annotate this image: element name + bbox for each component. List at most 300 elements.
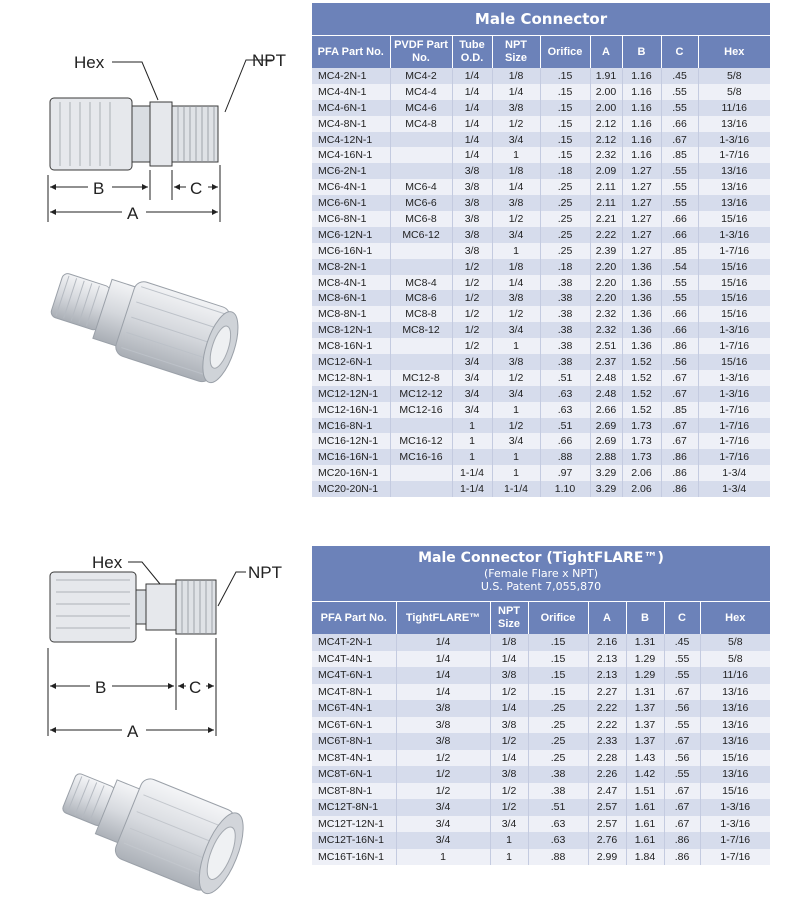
table-cell: 1-7/16 bbox=[698, 418, 770, 434]
table-cell: 1/4 bbox=[396, 684, 490, 701]
table-cell: .25 bbox=[528, 717, 588, 734]
table-cell: 15/16 bbox=[698, 306, 770, 322]
table-cell: MC4-4 bbox=[390, 84, 452, 100]
table-row bbox=[312, 386, 770, 402]
table-cell: MC6-8N-1 bbox=[312, 211, 390, 227]
table-cell: .63 bbox=[540, 386, 590, 402]
table-row bbox=[312, 211, 770, 227]
table-cell: MC8T-6N-1 bbox=[312, 766, 396, 783]
table-cell: 1-3/16 bbox=[698, 227, 770, 243]
table-cell: 2.28 bbox=[588, 750, 626, 767]
table-row bbox=[312, 275, 770, 291]
table-cell: .67 bbox=[664, 684, 700, 701]
table-cell: MC6-6 bbox=[390, 195, 452, 211]
table-cell: .15 bbox=[528, 651, 588, 668]
table-cell: 1-3/16 bbox=[698, 132, 770, 148]
table-row bbox=[312, 700, 770, 717]
table-cell: .66 bbox=[540, 433, 590, 449]
table-cell: .38 bbox=[540, 338, 590, 354]
table-cell: 1.27 bbox=[622, 211, 661, 227]
table-cell: MC8T-4N-1 bbox=[312, 750, 396, 767]
table-row bbox=[312, 799, 770, 816]
table-cell: 2.69 bbox=[590, 433, 622, 449]
table-cell: 1/2 bbox=[452, 290, 492, 306]
table-cell: 1-7/16 bbox=[698, 147, 770, 163]
table-cell: MC12-16N-1 bbox=[312, 402, 390, 418]
table-cell: 2.27 bbox=[588, 684, 626, 701]
table-cell: 1.36 bbox=[622, 322, 661, 338]
table-cell: 1 bbox=[492, 338, 540, 354]
table-cell bbox=[390, 354, 452, 370]
table-cell: 1.16 bbox=[622, 116, 661, 132]
table-cell: 3/8 bbox=[452, 163, 492, 179]
table-cell: 1.42 bbox=[626, 766, 664, 783]
table-cell: .18 bbox=[540, 163, 590, 179]
table-row bbox=[312, 832, 770, 849]
table-cell: MC4T-8N-1 bbox=[312, 684, 396, 701]
table-cell: 2.33 bbox=[588, 733, 626, 750]
table-cell: MC6-4 bbox=[390, 179, 452, 195]
table-cell: .18 bbox=[540, 259, 590, 275]
table-cell: .67 bbox=[664, 783, 700, 800]
table-cell: 1.51 bbox=[626, 783, 664, 800]
table-cell: 2.22 bbox=[588, 717, 626, 734]
table-row bbox=[312, 116, 770, 132]
table-cell: 3/8 bbox=[452, 195, 492, 211]
table-row bbox=[312, 259, 770, 275]
table-cell: MC8-4N-1 bbox=[312, 275, 390, 291]
table-cell: MC12-6N-1 bbox=[312, 354, 390, 370]
table-cell: 2.47 bbox=[588, 783, 626, 800]
table-cell: 1.37 bbox=[626, 733, 664, 750]
patent-note: U.S. Patent 7,055,870 bbox=[480, 580, 602, 593]
table-cell: MC8-6 bbox=[390, 290, 452, 306]
table-cell: .55 bbox=[661, 195, 698, 211]
table-row bbox=[312, 338, 770, 354]
table-cell: MC4-6N-1 bbox=[312, 100, 390, 116]
table-cell: .45 bbox=[664, 634, 700, 651]
table-cell: .67 bbox=[661, 433, 698, 449]
table-cell: .66 bbox=[661, 116, 698, 132]
table-cell: MC8-12 bbox=[390, 322, 452, 338]
table-cell: MC6T-6N-1 bbox=[312, 717, 396, 734]
table-cell: .63 bbox=[540, 402, 590, 418]
table-cell: 3/4 bbox=[492, 322, 540, 338]
table-cell: 1.31 bbox=[626, 634, 664, 651]
table-cell: 1 bbox=[492, 449, 540, 465]
table-cell: 11/16 bbox=[698, 100, 770, 116]
table-cell: 3/4 bbox=[492, 433, 540, 449]
table-cell: 5/8 bbox=[698, 68, 770, 84]
table-cell: .67 bbox=[661, 370, 698, 386]
table-cell: MC8-6N-1 bbox=[312, 290, 390, 306]
table-cell: 1.52 bbox=[622, 370, 661, 386]
table-cell: 1/2 bbox=[452, 306, 492, 322]
table-cell: 2.11 bbox=[590, 179, 622, 195]
table-cell: .38 bbox=[540, 306, 590, 322]
table-cell: .66 bbox=[661, 211, 698, 227]
table-cell: .86 bbox=[661, 338, 698, 354]
table-cell: 13/16 bbox=[698, 116, 770, 132]
table-cell: 1.36 bbox=[622, 259, 661, 275]
table-cell: MC8-12N-1 bbox=[312, 322, 390, 338]
table-cell: 2.13 bbox=[588, 651, 626, 668]
table-cell: 1.52 bbox=[622, 386, 661, 402]
table-cell: 2.32 bbox=[590, 147, 622, 163]
table-cell: 1/4 bbox=[452, 147, 492, 163]
table-cell: .67 bbox=[661, 132, 698, 148]
table-cell: MC8-4 bbox=[390, 275, 452, 291]
table-cell: 1.10 bbox=[540, 481, 590, 497]
table-cell: 3/8 bbox=[490, 766, 528, 783]
table-cell: .15 bbox=[540, 84, 590, 100]
column-header: C bbox=[661, 36, 698, 68]
table-cell: MC16-12N-1 bbox=[312, 433, 390, 449]
table-cell: 1/2 bbox=[492, 306, 540, 322]
table-cell: 2.32 bbox=[590, 306, 622, 322]
table-cell: .55 bbox=[661, 290, 698, 306]
table-cell: MC12T-16N-1 bbox=[312, 832, 396, 849]
table-cell: MC4-2 bbox=[390, 68, 452, 84]
table-cell: 1.31 bbox=[626, 684, 664, 701]
table-cell: 1/2 bbox=[452, 275, 492, 291]
table-cell: 15/16 bbox=[698, 354, 770, 370]
table-cell: .25 bbox=[528, 750, 588, 767]
table-cell: 1 bbox=[452, 433, 492, 449]
table-cell: .55 bbox=[661, 179, 698, 195]
table-cell: 2.48 bbox=[590, 386, 622, 402]
table-cell: 1/4 bbox=[490, 750, 528, 767]
table-cell: 2.51 bbox=[590, 338, 622, 354]
table-cell: .25 bbox=[528, 700, 588, 717]
table-cell: 3.29 bbox=[590, 481, 622, 497]
table-cell: 1.37 bbox=[626, 700, 664, 717]
table-cell: 13/16 bbox=[698, 195, 770, 211]
column-header: B bbox=[626, 602, 664, 634]
table-cell: 2.20 bbox=[590, 259, 622, 275]
table-subtitle: (Female Flare x NPT) bbox=[483, 567, 599, 580]
table-cell: 1/4 bbox=[492, 84, 540, 100]
table-cell: .66 bbox=[661, 227, 698, 243]
table-cell: 3/8 bbox=[452, 211, 492, 227]
table-cell: 5/8 bbox=[698, 84, 770, 100]
table-cell: 1.29 bbox=[626, 651, 664, 668]
table-cell: .63 bbox=[528, 816, 588, 833]
table-cell: 3/8 bbox=[492, 354, 540, 370]
table-cell: 3/8 bbox=[396, 733, 490, 750]
table-cell: MC6-12 bbox=[390, 227, 452, 243]
table-cell: .38 bbox=[540, 275, 590, 291]
table-cell: 1.36 bbox=[622, 290, 661, 306]
table-cell bbox=[390, 147, 452, 163]
table-row bbox=[312, 651, 770, 668]
table-cell: 1 bbox=[490, 849, 528, 866]
table-cell: 3/8 bbox=[452, 227, 492, 243]
table-cell: 1/2 bbox=[492, 116, 540, 132]
table-cell: 1-3/16 bbox=[700, 799, 770, 816]
table-row bbox=[312, 306, 770, 322]
table-row bbox=[312, 634, 770, 651]
table-cell: 3/4 bbox=[396, 832, 490, 849]
table-cell: MC12-8N-1 bbox=[312, 370, 390, 386]
c-dim-label: C bbox=[189, 678, 202, 697]
column-header: Hex bbox=[700, 602, 770, 634]
table-cell: 1/4 bbox=[452, 132, 492, 148]
table-cell: MC4T-4N-1 bbox=[312, 651, 396, 668]
table-cell: 1-3/16 bbox=[698, 370, 770, 386]
table-cell: 2.11 bbox=[590, 195, 622, 211]
table-cell bbox=[390, 338, 452, 354]
table-cell: 1/2 bbox=[396, 766, 490, 783]
table-row bbox=[312, 849, 770, 866]
table-cell: 2.57 bbox=[588, 816, 626, 833]
column-header: PVDF Part No. bbox=[390, 36, 452, 68]
table-cell: 3/4 bbox=[452, 370, 492, 386]
table-cell: MC16T-16N-1 bbox=[312, 849, 396, 866]
table-cell: .25 bbox=[540, 243, 590, 259]
table-row bbox=[312, 84, 770, 100]
table-cell: 1-7/16 bbox=[698, 338, 770, 354]
tightflare-connector-photo bbox=[50, 752, 250, 912]
table-cell: MC4-8 bbox=[390, 116, 452, 132]
table-cell: 3/8 bbox=[492, 290, 540, 306]
column-header: PFA Part No. bbox=[312, 36, 390, 68]
table-cell: 1/4 bbox=[396, 667, 490, 684]
table-cell: 1/2 bbox=[492, 370, 540, 386]
table-cell: 13/16 bbox=[700, 766, 770, 783]
table-cell: 2.20 bbox=[590, 275, 622, 291]
table-cell: .15 bbox=[540, 68, 590, 84]
table-cell: 1-3/4 bbox=[698, 481, 770, 497]
column-header: B bbox=[622, 36, 661, 68]
table-cell: 2.57 bbox=[588, 799, 626, 816]
table-cell: .55 bbox=[661, 84, 698, 100]
a-dim-label: A bbox=[127, 204, 139, 223]
table-cell: 2.00 bbox=[590, 84, 622, 100]
table-cell: 13/16 bbox=[700, 733, 770, 750]
table-title: Male Connector (TightFLARE™) bbox=[418, 550, 664, 566]
table-cell: MC12-12N-1 bbox=[312, 386, 390, 402]
table-cell: .86 bbox=[661, 465, 698, 481]
table-cell: 1/8 bbox=[492, 68, 540, 84]
table-cell: .54 bbox=[661, 259, 698, 275]
table-cell: .15 bbox=[540, 116, 590, 132]
table-cell bbox=[390, 132, 452, 148]
table-cell: 1/8 bbox=[492, 259, 540, 275]
table-cell: 3/4 bbox=[492, 132, 540, 148]
table-cell: MC16-16N-1 bbox=[312, 449, 390, 465]
table-cell: 1.27 bbox=[622, 179, 661, 195]
table-cell: .67 bbox=[661, 418, 698, 434]
table-cell: 1-7/16 bbox=[700, 849, 770, 866]
table-cell: .86 bbox=[664, 832, 700, 849]
table-cell: 2.39 bbox=[590, 243, 622, 259]
table-cell: 5/8 bbox=[700, 634, 770, 651]
table-cell: MC8-16N-1 bbox=[312, 338, 390, 354]
table-cell: .55 bbox=[664, 766, 700, 783]
table-cell: .25 bbox=[540, 227, 590, 243]
table-cell: .55 bbox=[661, 100, 698, 116]
table-cell: 1-1/4 bbox=[452, 465, 492, 481]
table-cell: 1/2 bbox=[490, 783, 528, 800]
table-cell: 1.73 bbox=[622, 418, 661, 434]
table-cell: 3/4 bbox=[492, 227, 540, 243]
a-dim-label: A bbox=[127, 722, 139, 740]
table-cell bbox=[390, 465, 452, 481]
table-cell: .38 bbox=[540, 322, 590, 338]
table-cell: .66 bbox=[661, 306, 698, 322]
table-cell: 2.76 bbox=[588, 832, 626, 849]
table-cell: 1.61 bbox=[626, 832, 664, 849]
table-cell: 1.16 bbox=[622, 68, 661, 84]
table-cell: MC12-8 bbox=[390, 370, 452, 386]
table-cell: 1.52 bbox=[622, 354, 661, 370]
table-row bbox=[312, 418, 770, 434]
table-row bbox=[312, 147, 770, 163]
table-cell: 1-1/4 bbox=[452, 481, 492, 497]
table-cell: 3/4 bbox=[492, 386, 540, 402]
table-row bbox=[312, 766, 770, 783]
table-cell: 1/4 bbox=[492, 275, 540, 291]
column-header: Hex bbox=[698, 36, 770, 68]
table-cell: MC20-16N-1 bbox=[312, 465, 390, 481]
table-cell: 15/16 bbox=[698, 290, 770, 306]
table-cell: .38 bbox=[528, 766, 588, 783]
table-cell: 2.22 bbox=[590, 227, 622, 243]
table-row bbox=[312, 195, 770, 211]
table-cell: 1 bbox=[492, 243, 540, 259]
table-cell: 3/8 bbox=[492, 100, 540, 116]
table-cell: 1 bbox=[490, 832, 528, 849]
table-cell: 15/16 bbox=[698, 211, 770, 227]
table-cell: MC20-20N-1 bbox=[312, 481, 390, 497]
table-cell: .88 bbox=[540, 449, 590, 465]
table-cell: .56 bbox=[664, 700, 700, 717]
table-row bbox=[312, 354, 770, 370]
table-row bbox=[312, 163, 770, 179]
table-cell: MC6-2N-1 bbox=[312, 163, 390, 179]
table-cell: .55 bbox=[664, 717, 700, 734]
table-row bbox=[312, 227, 770, 243]
table-cell: 1/4 bbox=[396, 634, 490, 651]
male-connector-photo bbox=[30, 262, 260, 397]
table-cell: 2.69 bbox=[590, 418, 622, 434]
table-cell: MC6T-8N-1 bbox=[312, 733, 396, 750]
table-cell: 3/4 bbox=[396, 816, 490, 833]
table-cell: .15 bbox=[528, 684, 588, 701]
table-cell: 13/16 bbox=[700, 684, 770, 701]
table-cell: MC16-16 bbox=[390, 449, 452, 465]
table-cell: 3/8 bbox=[492, 195, 540, 211]
table-cell: 1 bbox=[452, 418, 492, 434]
table-cell: .85 bbox=[661, 147, 698, 163]
table-cell: 1.61 bbox=[626, 799, 664, 816]
table-cell: .97 bbox=[540, 465, 590, 481]
table-cell: .86 bbox=[661, 449, 698, 465]
table-cell: .56 bbox=[661, 354, 698, 370]
table-cell: .55 bbox=[661, 163, 698, 179]
table-cell: 2.12 bbox=[590, 116, 622, 132]
table-cell: 13/16 bbox=[700, 700, 770, 717]
table-cell: .67 bbox=[664, 799, 700, 816]
table-cell: 1-3/16 bbox=[698, 322, 770, 338]
table-cell: MC12T-12N-1 bbox=[312, 816, 396, 833]
table-cell: 13/16 bbox=[700, 717, 770, 734]
table-cell: MC4-2N-1 bbox=[312, 68, 390, 84]
column-header: A bbox=[588, 602, 626, 634]
table-cell: 1-7/16 bbox=[698, 402, 770, 418]
table-cell bbox=[390, 481, 452, 497]
column-header: Tube O.D. bbox=[452, 36, 492, 68]
table-cell: MC12-16 bbox=[390, 402, 452, 418]
table-cell: 1/2 bbox=[490, 733, 528, 750]
table-cell: 1.73 bbox=[622, 449, 661, 465]
table-cell: .25 bbox=[540, 195, 590, 211]
table-cell: MC4T-6N-1 bbox=[312, 667, 396, 684]
table-cell: .38 bbox=[540, 354, 590, 370]
table-cell: 13/16 bbox=[698, 163, 770, 179]
table-cell: .51 bbox=[540, 418, 590, 434]
table-cell: .85 bbox=[661, 243, 698, 259]
table-cell: 2.06 bbox=[622, 481, 661, 497]
table-row bbox=[312, 243, 770, 259]
table-cell: 1/4 bbox=[396, 651, 490, 668]
table-cell: 2.21 bbox=[590, 211, 622, 227]
table-cell: 1/4 bbox=[452, 84, 492, 100]
table-cell: 1.16 bbox=[622, 100, 661, 116]
table-cell: 1 bbox=[492, 402, 540, 418]
table-cell: 2.16 bbox=[588, 634, 626, 651]
table-cell: 5/8 bbox=[700, 651, 770, 668]
table-cell: 3/8 bbox=[396, 717, 490, 734]
table-row bbox=[312, 370, 770, 386]
table-cell: 3/8 bbox=[396, 700, 490, 717]
table-cell: 2.26 bbox=[588, 766, 626, 783]
table-cell: 15/16 bbox=[700, 750, 770, 767]
table-row bbox=[312, 100, 770, 116]
table-cell: 2.09 bbox=[590, 163, 622, 179]
table-cell: 3/8 bbox=[490, 667, 528, 684]
hex-label: Hex bbox=[74, 53, 105, 72]
table-row bbox=[312, 179, 770, 195]
table-cell: 1/2 bbox=[452, 259, 492, 275]
table-cell: MC6-16N-1 bbox=[312, 243, 390, 259]
table-cell: MC4-12N-1 bbox=[312, 132, 390, 148]
table-cell: MC8-8 bbox=[390, 306, 452, 322]
table-cell: .15 bbox=[540, 132, 590, 148]
table-row bbox=[312, 684, 770, 701]
table-cell: 1/8 bbox=[490, 634, 528, 651]
table-cell: MC8T-8N-1 bbox=[312, 783, 396, 800]
column-header: A bbox=[590, 36, 622, 68]
table-cell: 1.84 bbox=[626, 849, 664, 866]
table-cell: 2.88 bbox=[590, 449, 622, 465]
male-connector-table bbox=[312, 3, 770, 497]
table-cell: 1.36 bbox=[622, 275, 661, 291]
npt-label: NPT bbox=[248, 563, 282, 582]
table-cell: .25 bbox=[540, 179, 590, 195]
table-cell: MC16-12 bbox=[390, 433, 452, 449]
table-cell bbox=[390, 259, 452, 275]
table-cell: 11/16 bbox=[700, 667, 770, 684]
table-cell: 15/16 bbox=[698, 275, 770, 291]
table-row bbox=[312, 816, 770, 833]
table-row bbox=[312, 290, 770, 306]
table-cell: .45 bbox=[661, 68, 698, 84]
table-cell: MC4-6 bbox=[390, 100, 452, 116]
table-cell: 1.29 bbox=[626, 667, 664, 684]
table-cell: 1/4 bbox=[452, 116, 492, 132]
